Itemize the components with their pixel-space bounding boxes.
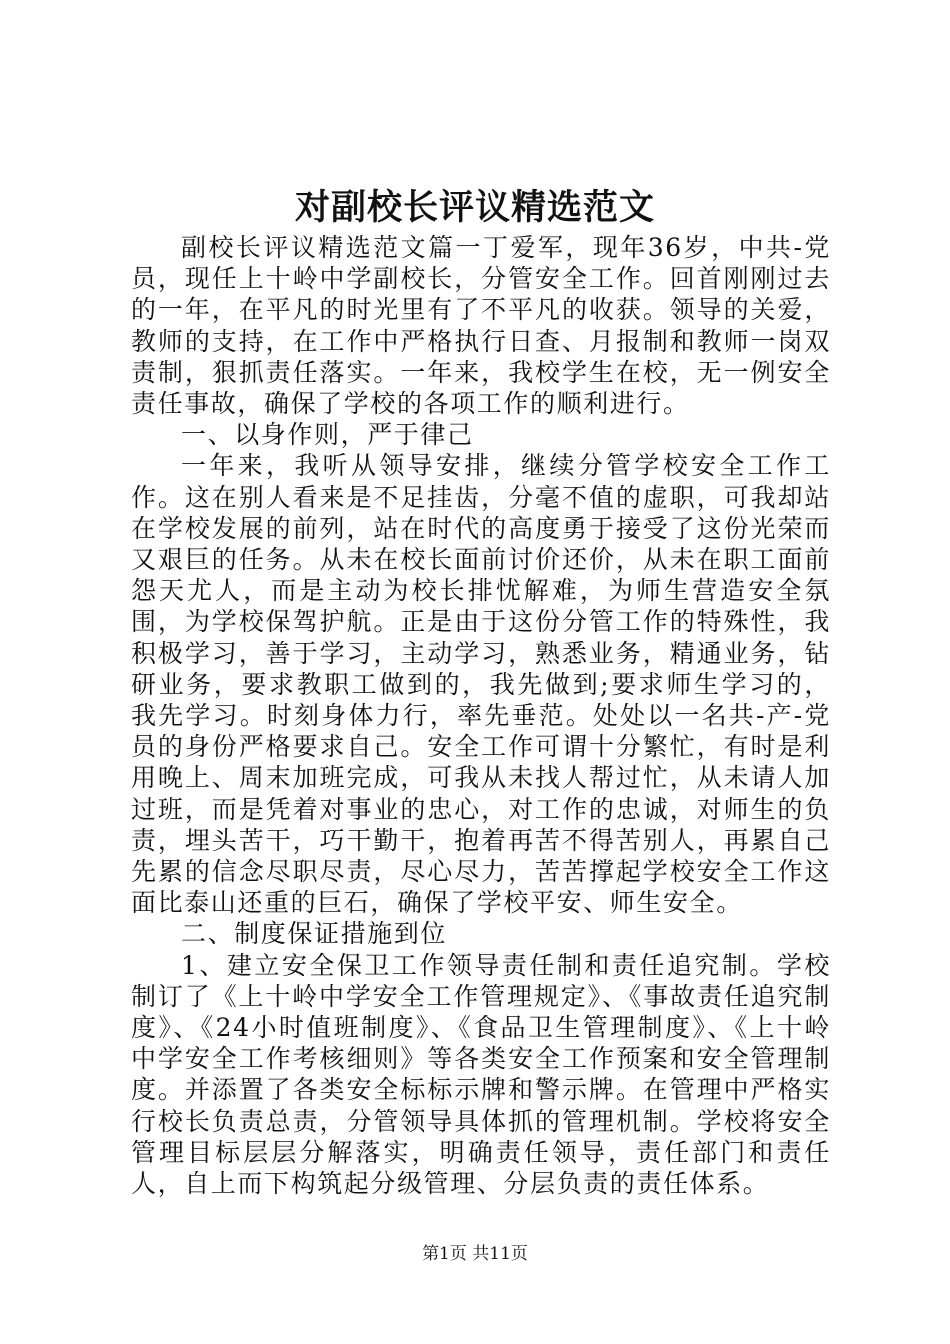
document-body bbox=[131, 232, 831, 1199]
section-heading-1: 一、以身作则，严于律己 bbox=[181, 420, 474, 450]
paragraph-intro: 副校长评议精选范文篇一丁爱军，现年36岁，中共-党员，现任上十岭中学副校长，分管安全工作。回首刚刚过去的一年，在平凡的时光里有了不平凡的收获。领导的关爱，教师的支持，在工作中严格执行日查、月报制和教师一岗双责制，狠抓责任落实。一年来，我校学生在校，无一例安全责任事故，确保了学校的各项工作的顺利进行。 bbox=[131, 233, 831, 419]
section-heading-2: 二、制度保证措施到位 bbox=[181, 919, 448, 949]
paragraph-section-1: 一年来，我听从领导安排，继续分管学校安全工作工作。这在别人看来是不足挂齿，分毫不值的虚职，可我却站在学校发展的前列，站在时代的高度勇于接受了这份光荣而又艰巨的任务。从未在校长面前讨价还价，从未在职工面前怨天尤人，而是主动为校长排忧解难，为师生营造安全氛围，为学校保驾护航。正是由于这份分管工作的特殊性，我积极学习，善于学习，主动学习，熟悉业务，精通业务，钻研业务，要求教职工做到的，我先做到;要求师生学习的，我先学习。时刻身体力行，率先垂范。处处以一名共-产-党员的身份严格要求自己。安全工作可谓十分繁忙，有时是利用晚上、周末加班完成，可我从未找人帮过忙，从未请人加过班，而是凭着对事业的忠心，对工作的忠诚，对师生的负责，埋头苦干，巧干勤干，抱着再苦不得苦别人，再累自己先累的信念尽职尽责，尽心尽力，苦苦撑起学校安全工作这面比泰山还重的巨石，确保了学校平安、师生安全。 bbox=[131, 451, 831, 918]
document-title: 对副校长评议精选范文 bbox=[294, 187, 655, 228]
paragraph-section-2-item-1: 1、建立安全保卫工作领导责任制和责任追究制。学校制订了《上十岭中学安全工作管理规定》、《事故责任追究制度》、《24小时值班制度》、《食品卫生管理制度》、《上十岭中学安全工作考核细则》等各类安全工作预案和安全管理制度。并添置了各类安全标标示牌和警示牌。在管理中严格实行校长负责总责，分管领导具体抓的管理机制。学校将安全管理目标层层分解落实，明确责任领导，责任部门和责任人，自上而下构筑起分级管理、分层负责的责任体系。 bbox=[131, 950, 831, 1199]
page-number-footer: 第1页 共11页 bbox=[422, 1244, 528, 1264]
